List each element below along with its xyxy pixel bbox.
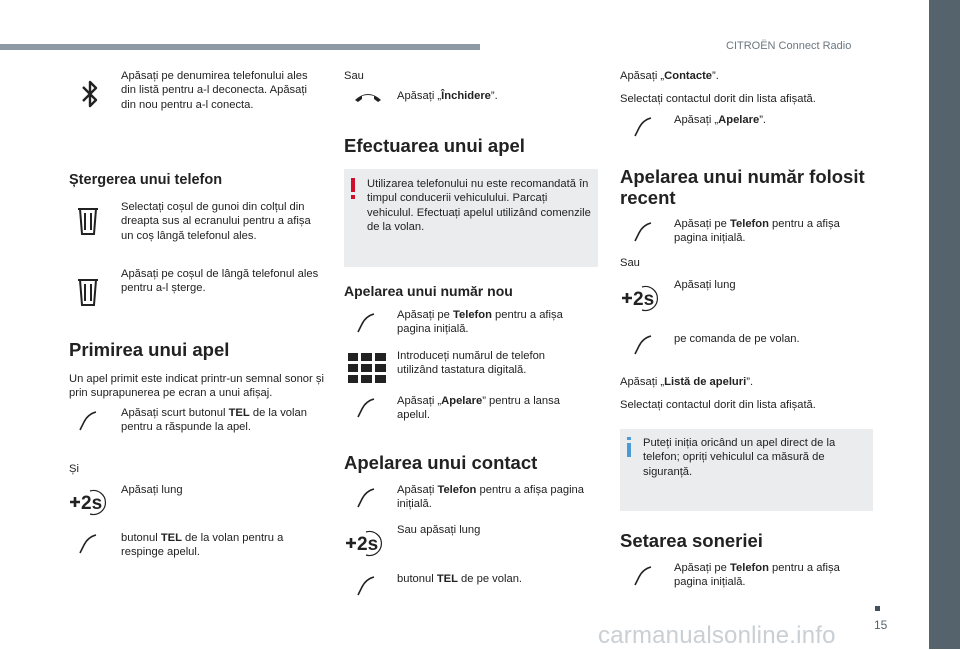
watermark: carmanualsonline.info: [598, 622, 836, 649]
press-finger-icon: [633, 565, 655, 587]
trash-icon: [76, 206, 100, 236]
long-press-2s-icon: [68, 487, 112, 517]
info-icon-dot: [627, 437, 631, 440]
call-step: Apăsați „Apelare”.: [674, 114, 767, 126]
reject-step: butonul TEL de la volan pentru a respinge apelul.: [121, 532, 284, 559]
new-number-step-3: Apăsați „Apelare” pentru a lansa apelul.: [397, 395, 560, 422]
select-contact-text-2: Selectați contactul dorit din lista afișată.: [620, 399, 816, 411]
svg-text:2s: 2s: [81, 493, 103, 514]
or-label: Sau: [620, 257, 640, 269]
svg-text:2s: 2s: [357, 534, 379, 555]
long-press-2s-icon: [620, 283, 664, 313]
press-finger-icon: [356, 575, 378, 597]
header-rule: [0, 44, 480, 50]
delete-step-2: Apăsați pe coșul de lângă telefonul ales pentru a-l șterge.: [121, 268, 319, 295]
long-press-2s-icon: [344, 528, 388, 558]
call-contact-heading: Apelarea unui contact: [344, 452, 538, 473]
warning-icon: [351, 178, 355, 192]
new-number-step-2: Introduceți numărul de telefon utilizând tastatura digitală.: [397, 350, 546, 377]
trash-icon: [76, 277, 100, 307]
contact-step-2: Sau apăsați lung: [397, 524, 481, 536]
press-finger-icon: [78, 533, 100, 555]
delete-phone-heading: Ștergerea unui telefon: [69, 172, 223, 188]
press-finger-icon: [633, 334, 655, 356]
warning-text: Utilizarea telefonului nu este recomandată în timpul conducerii vehiculului. Parcați vehiculul. Efectuați apelul utilizând comenzile de la volan.: [367, 178, 591, 233]
steering-control-text: pe comanda de pe volan.: [674, 333, 800, 345]
bluetooth-icon: [80, 78, 100, 110]
header-title: CITROËN Connect Radio: [726, 40, 852, 52]
page-marker: [875, 606, 880, 611]
press-finger-icon: [78, 410, 100, 432]
info-text: Puteți iniția oricând un apel direct de la telefon; opriți vehiculul ca măsură de siguranță.: [643, 437, 836, 478]
hang-up-icon: [353, 90, 383, 104]
close-call-step: Apăsați „Închidere”.: [397, 90, 498, 102]
bt-instruction: Apăsați pe denumirea telefonului ales din listă pentru a-l deconecta. Apăsați din nou pentru a-l conecta.: [121, 70, 308, 111]
ringtone-heading: Setarea soneriei: [620, 530, 763, 551]
recent-number-heading: Apelarea unui număr folosit recent: [620, 166, 865, 208]
delete-step-1: Selectați coșul de gunoi din colțul din dreapta sus al ecranului pentru a afișa un coș lângă telefonul ales.: [121, 201, 311, 242]
press-finger-icon: [356, 397, 378, 419]
press-finger-icon: [633, 221, 655, 243]
page-number: 15: [874, 618, 888, 632]
press-finger-icon: [633, 116, 655, 138]
or-label: Sau: [344, 70, 364, 82]
svg-text:2s: 2s: [633, 289, 655, 310]
keypad-icon: [348, 353, 386, 383]
page-edge-bar: [929, 0, 960, 649]
press-finger-icon: [356, 487, 378, 509]
long-press-label: Apăsați lung: [674, 279, 736, 291]
long-press-label: Apăsați lung: [121, 484, 183, 496]
calls-list-step: Apăsați „Listă de apeluri”.: [620, 376, 754, 388]
press-finger-icon: [356, 312, 378, 334]
new-number-heading: Apelarea unui număr nou: [344, 283, 513, 299]
new-number-step-1: Apăsați pe Telefon pentru a afișa pagina inițială.: [397, 309, 563, 336]
select-contact-text: Selectați contactul dorit din lista afișată.: [620, 93, 816, 105]
contact-step-3: butonul TEL de pe volan.: [397, 573, 523, 585]
receive-step-1: Apăsați scurt butonul TEL de la volan pentru a răspunde la apel.: [121, 407, 307, 434]
receive-call-intro: Un apel primit este indicat printr-un semnal sonor și prin suprapunerea pe ecran a unui afișaj.: [69, 373, 324, 400]
and-label: Și: [69, 463, 79, 475]
info-icon: [627, 443, 631, 457]
ringtone-step-1: Apăsați pe Telefon pentru a afișa pagina inițială.: [674, 562, 840, 589]
receive-call-heading: Primirea unui apel: [69, 339, 230, 360]
contact-step-1: Apăsați Telefon pentru a afișa pagina inițială.: [397, 484, 584, 511]
make-call-heading: Efectuarea unui apel: [344, 135, 525, 156]
warning-icon-dot: [351, 195, 355, 199]
contacts-step: Apăsați „Contacte”.: [620, 70, 719, 82]
recent-step-1: Apăsați pe Telefon pentru a afișa pagina inițială.: [674, 218, 840, 245]
